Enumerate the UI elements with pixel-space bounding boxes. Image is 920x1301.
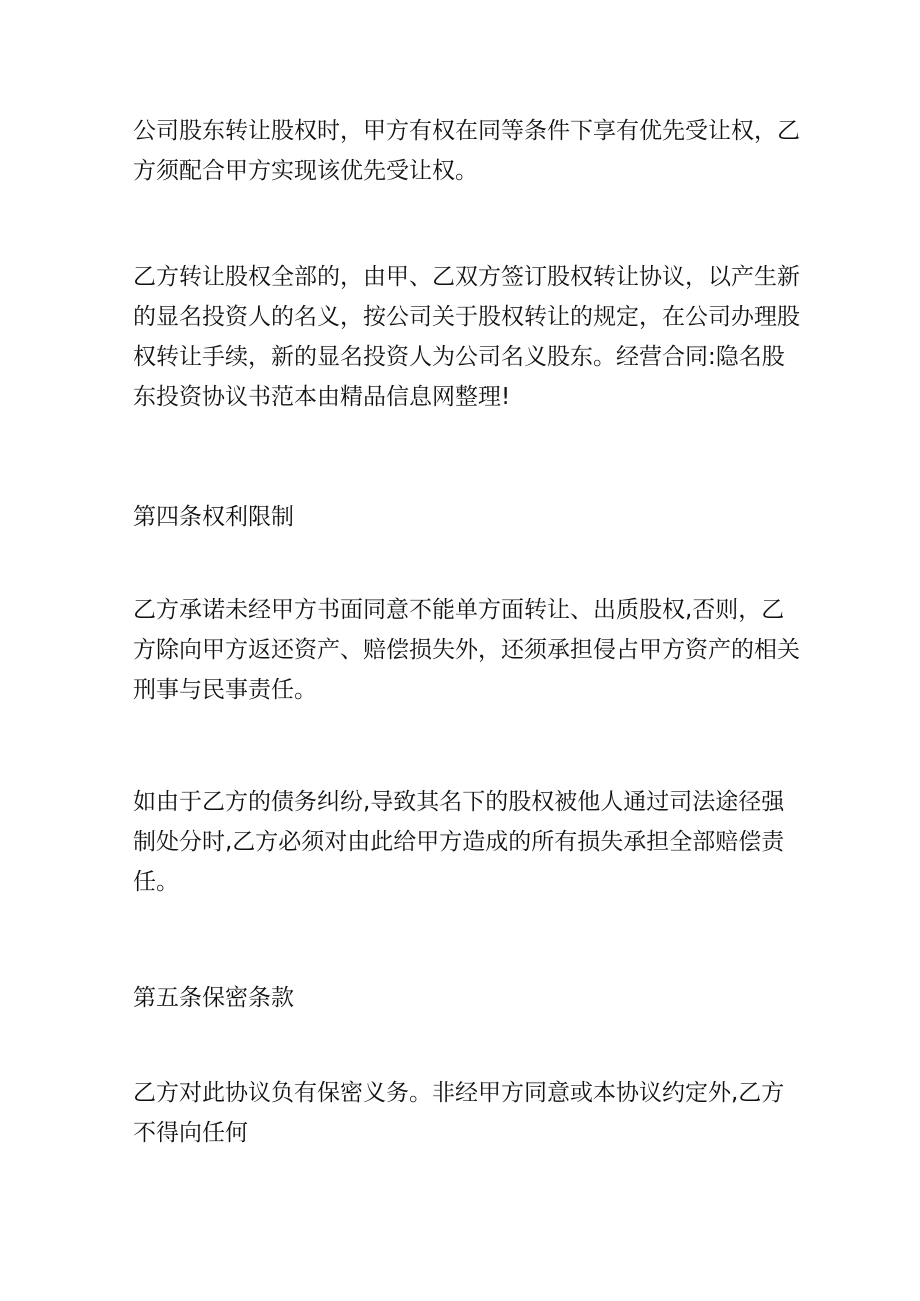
paragraph-confidentiality — [133, 1073, 797, 1153]
text-line: 如由于乙方的债务纠纷,导致其名下的股权被他人通过司法途径强 — [133, 789, 785, 815]
text-line: 公司股东转让股权时，甲方有权在同等条件下享有优先受让权，乙 — [133, 118, 800, 144]
text-line: 的显名投资人的名义，按公司关于股权转让的规定，在公司办理股 — [133, 304, 800, 330]
heading-article-5 — [133, 978, 797, 1018]
text-line: 乙方承诺未经甲方书面同意不能单方面转让、出质股权,否则，乙 — [133, 597, 785, 623]
paragraph-full-transfer — [133, 257, 800, 417]
text-line: 方除向甲方返还资产、赔偿损失外，还须承担侵占甲方资产的相关 — [133, 637, 800, 663]
text-line: 制处分时,乙方必须对由此给甲方造成的所有损失承担全部赔偿责 — [133, 829, 785, 855]
text-line: 刑事与民事责任。 — [133, 677, 317, 703]
paragraph-debt-dispute — [133, 782, 797, 902]
paragraph-preemptive-right — [133, 111, 800, 191]
text-line: 方须配合甲方实现该优先受让权。 — [133, 158, 478, 184]
text-line: 东投资协议书范本由精品信息网整理! — [133, 384, 511, 410]
text-line: 乙方转让股权全部的，由甲、乙双方签订股权转让协议，以产生新 — [133, 264, 800, 290]
section-heading: 第四条权利限制 — [133, 504, 294, 530]
section-heading: 第五条保密条款 — [133, 985, 294, 1011]
text-line: 任。 — [133, 869, 179, 895]
heading-article-4 — [133, 497, 797, 537]
text-line: 权转让手续，新的显名投资人为公司名义股东。经营合同:隐名股 — [133, 344, 785, 370]
paragraph-rights-restriction — [133, 590, 800, 710]
text-line: 不得向任何 — [133, 1120, 248, 1146]
text-line: 乙方对此协议负有保密义务。非经甲方同意或本协议约定外,乙方 — [133, 1080, 785, 1106]
